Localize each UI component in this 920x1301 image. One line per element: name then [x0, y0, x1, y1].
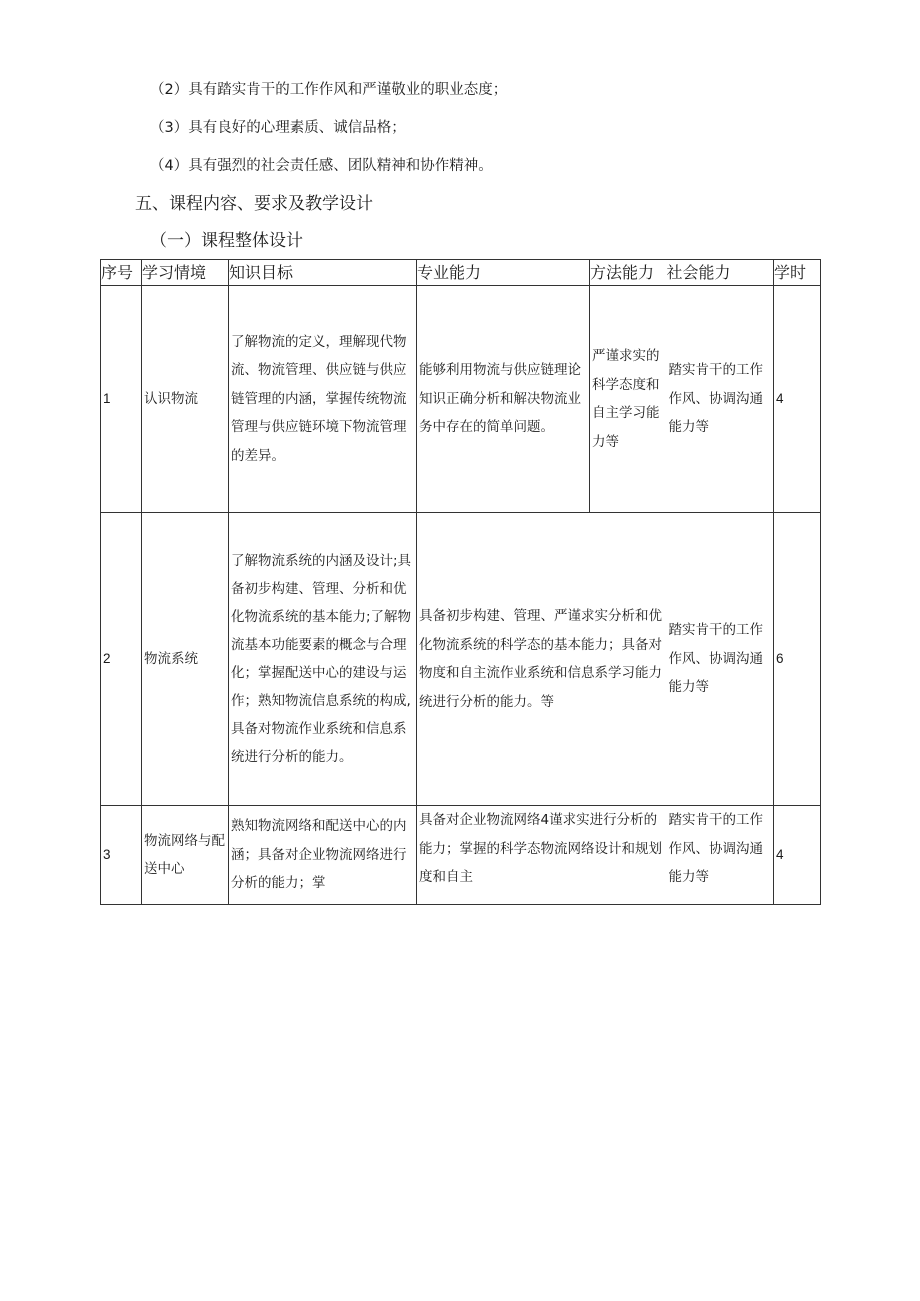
goal-item-4: （4）具有强烈的社会责任感、团队精神和协作精神。	[150, 158, 493, 174]
row-scenario: 物流系统	[142, 513, 229, 806]
row-scenario: 认识物流	[142, 286, 229, 513]
row-index: 2	[101, 513, 142, 806]
table-row	[101, 806, 821, 905]
row-hours: 4	[774, 286, 821, 513]
header-scenario: 学习情境	[142, 260, 229, 286]
row-scenario: 物流网络与配送中心	[142, 806, 229, 905]
table-header-row	[101, 260, 821, 286]
row-knowledge: 熟知物流网络和配送中心的内涵；具备对企业物流网络进行分析的能力；掌	[229, 806, 417, 905]
row-knowledge: 了解物流的定义，理解现代物流、物流管理、供应链与供应链管理的内涵，掌握传统物流管理与供应链环境下物流管理的差异。	[229, 286, 417, 513]
header-hours: 学时	[774, 260, 821, 286]
row-professional: 能够利用物流与供应链理论知识正确分析和解决物流业务中存在的简单问题。	[417, 286, 590, 513]
course-design-table	[100, 259, 821, 905]
table-row	[101, 286, 821, 513]
header-knowledge: 知识目标	[229, 260, 417, 286]
row-professional: 具备对企业物流网络4谨求实进行分析的能力；掌握的科学态物流网络设计和规划度和自主	[417, 806, 667, 905]
header-method: 方法能力	[590, 260, 667, 286]
row-hours: 4	[774, 806, 821, 905]
row-knowledge: 了解物流系统的内涵及设计;具备初步构建、管理、分析和优化物流系统的基本能力;了解物流基本功能要素的概念与合理化；掌握配送中心的建设与运作；熟知物流信息系统的构成,具备对物流作业系统和信息系统进行分析的能力。	[229, 513, 417, 806]
header-social: 社会能力	[667, 260, 774, 286]
header-professional: 专业能力	[417, 260, 590, 286]
table-row	[101, 513, 821, 806]
header-index: 序号	[101, 260, 142, 286]
goal-item-2: （2）具有踏实肯干的工作作风和严谨敬业的职业态度；	[150, 82, 508, 98]
row-social: 踏实肯干的工作作风、协调沟通能力等	[667, 513, 774, 806]
row-professional: 具备初步构建、管理、严谨求实分析和优化物流系统的科学态的基本能力；具备对物度和自主流作业系统和信息系学习能力统进行分析的能力。等	[417, 513, 667, 806]
row-social: 踏实肯干的工作作风、协调沟通能力等	[667, 286, 774, 513]
section-heading: 五、课程内容、要求及教学设计	[135, 194, 373, 214]
row-index: 1	[101, 286, 142, 513]
row-social: 踏实肯干的工作作风、协调沟通能力等	[667, 806, 774, 905]
row-method: 严谨求实的科学态度和自主学习能力等	[590, 286, 667, 513]
goal-item-3: （3）具有良好的心理素质、诚信品格；	[150, 120, 406, 136]
row-index: 3	[101, 806, 142, 905]
subsection-heading: （一）课程整体设计	[150, 231, 303, 251]
row-hours: 6	[774, 513, 821, 806]
